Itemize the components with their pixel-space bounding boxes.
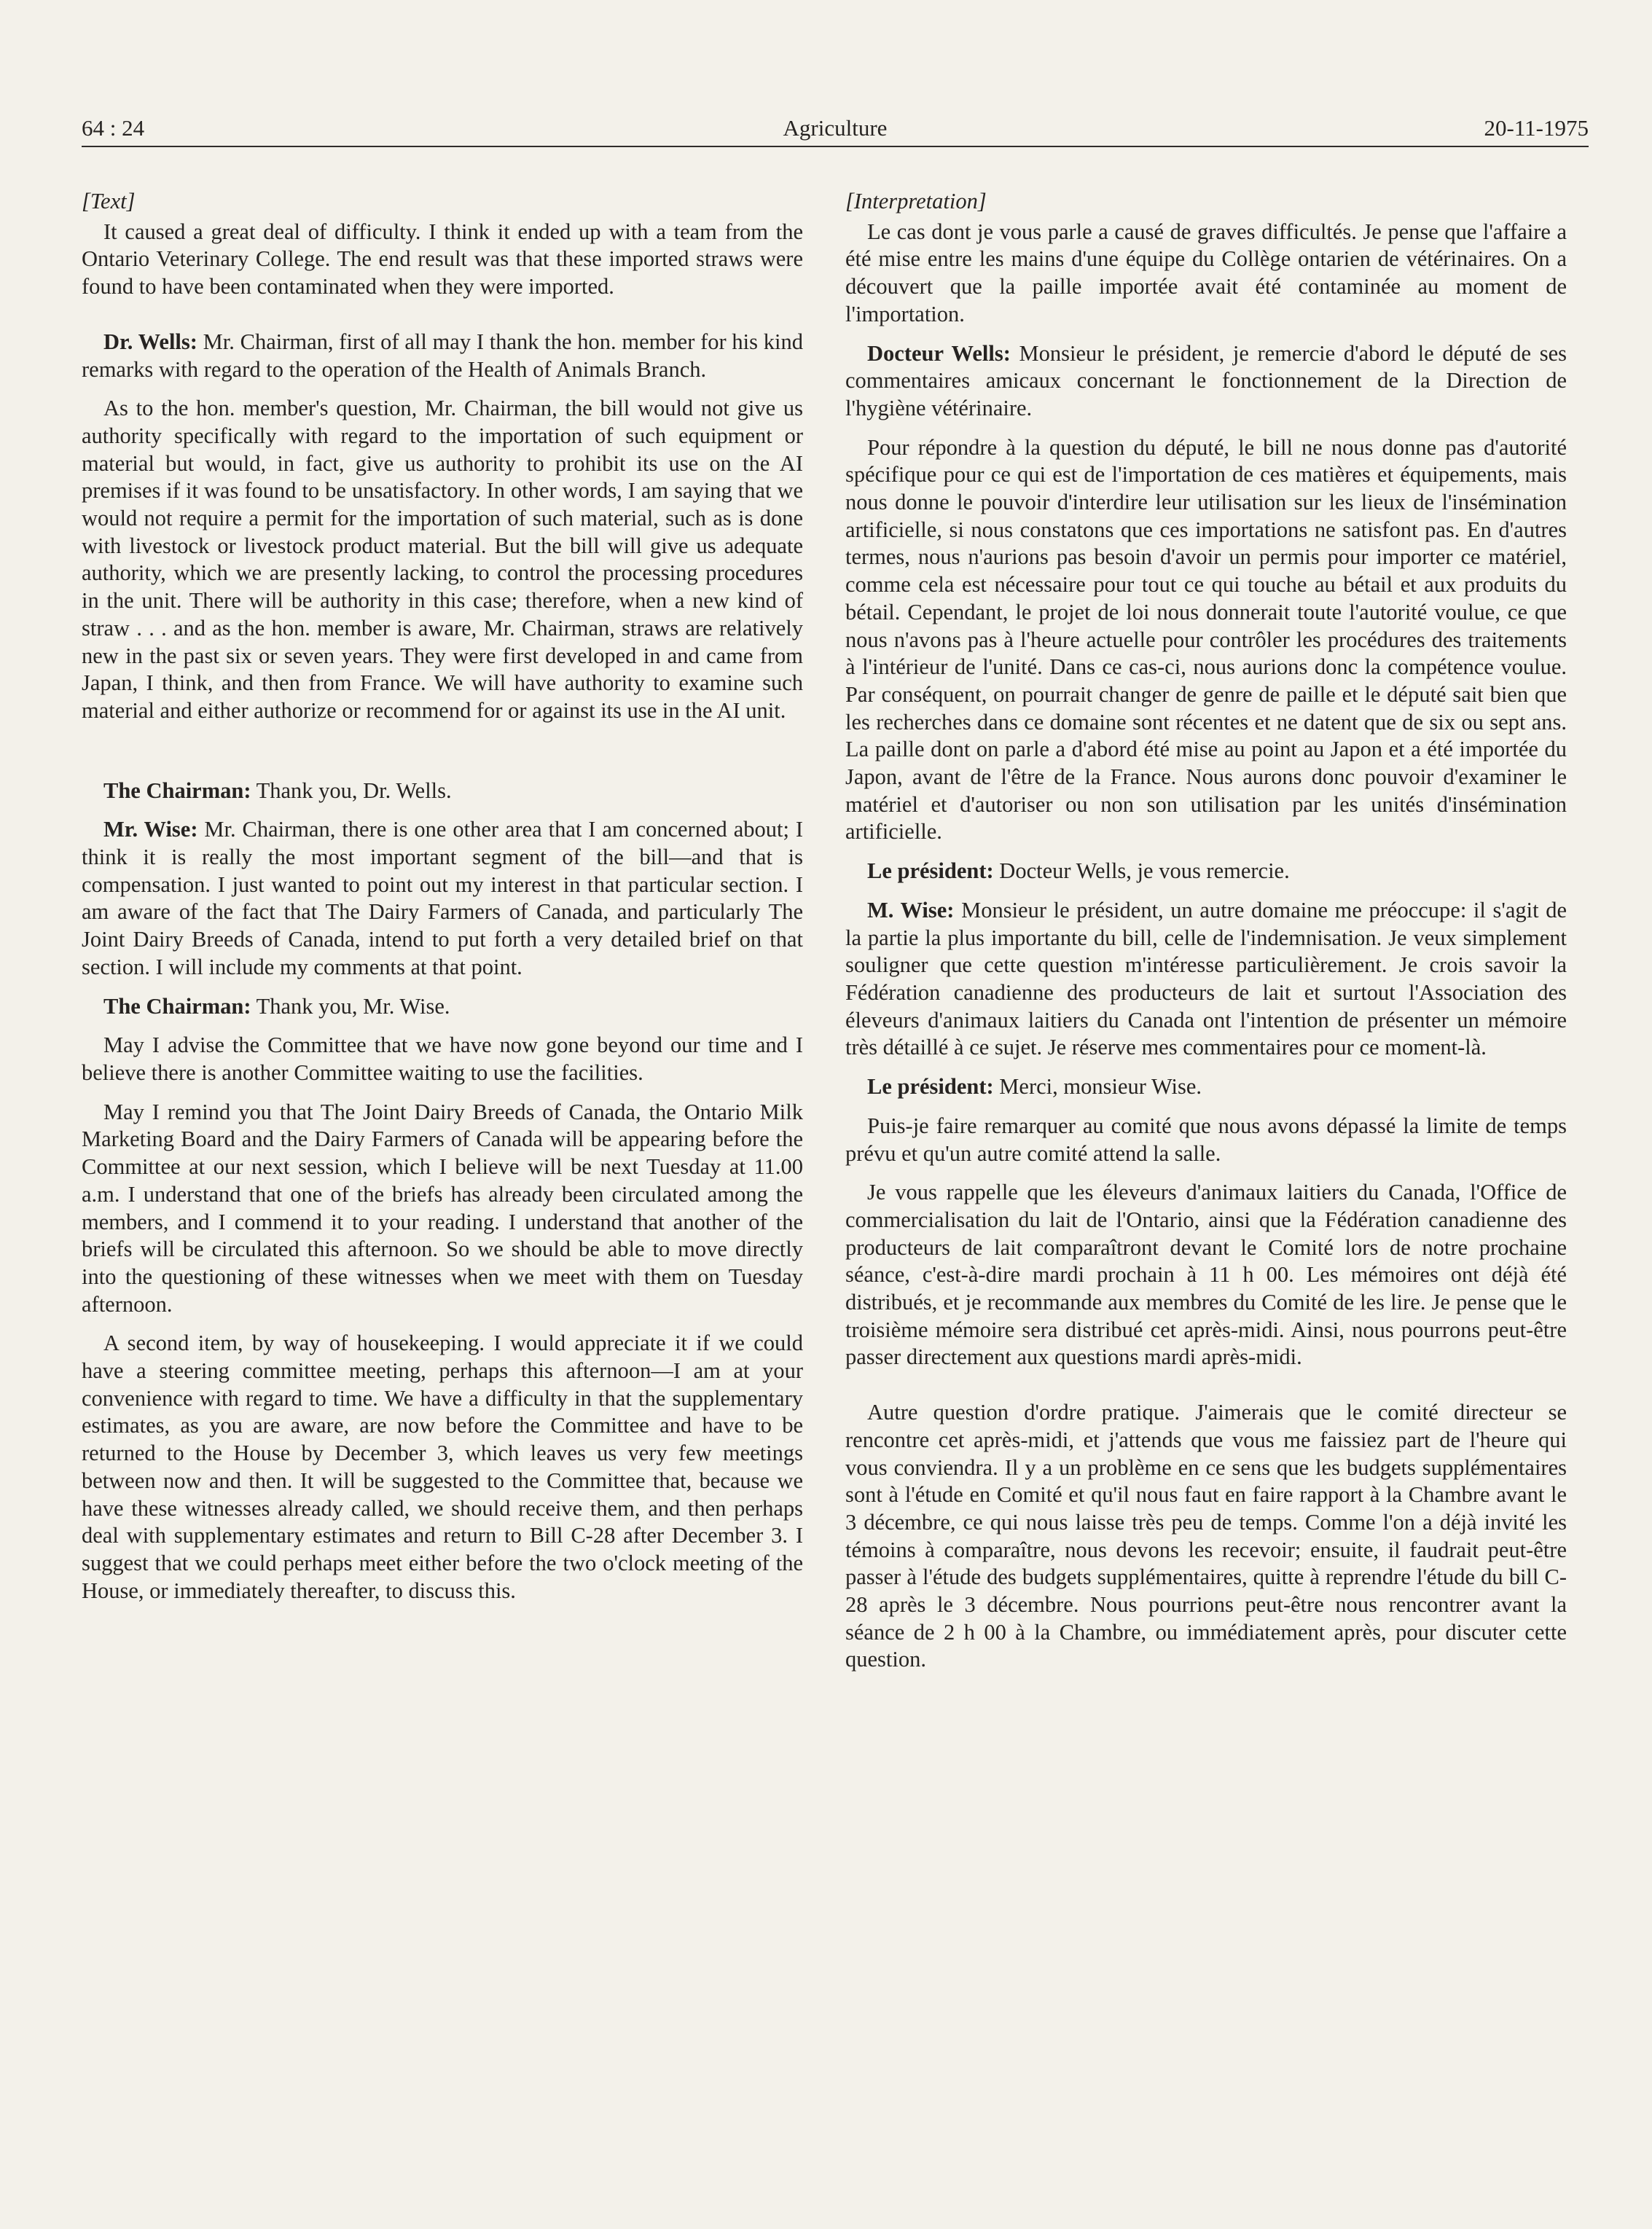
speech-paragraph [845, 340, 1567, 423]
paragraph: It caused a great deal of difficulty. I think it ended up with a team from the Ontario Veterinary College. The end result was that these imported straws were found to have been contaminated when they were imported. [82, 219, 803, 299]
speaker-label: Le président: [867, 1074, 994, 1100]
speech-text: Docteur Wells, je vous remercie. [993, 858, 1290, 884]
speech-paragraph [82, 816, 803, 981]
speech-paragraph [845, 858, 1567, 885]
interpretation-tag: [Interpretation] [845, 189, 987, 214]
speaker-label: Le président: [867, 858, 994, 884]
speech-text: Merci, monsieur Wise. [993, 1074, 1202, 1100]
paragraph: Le cas dont je vous parle a causé de graves difficultés. Je pense que l'affaire a été mise entre les mains d'une équipe du Collège ontarien de vétérinaires. On a découvert que la paille importée avait été contaminée au moment de l'importation. [845, 219, 1567, 326]
paragraph: A second item, by way of housekeeping. I would appreciate it if we could have a steering committee meeting, perhaps this afternoon—I am at your convenience with regard to time. We have a difficulty in that the supplementary estimates, as you are aware, are now before the Committee and have to be returned to the House by December 3, which leaves us very few meetings between now and then. It will be suggested to the Committee that, because we have these witnesses already called, we should receive them, and then perhaps deal with supplementary estimates and return to Bill C-28 after December 3. I suggest that we could perhaps meet either before the two o'clock meeting of the House, or immediately thereafter, to discuss this. [82, 1331, 803, 1603]
english-column [82, 188, 803, 1616]
paragraph: Autre question d'ordre pratique. J'aimerais que le comité directeur se rencontre cet après-midi, et j'attends que vous me faissiez part de l'heure qui vous conviendra. Il y a un problème en ce sens que les budgets supplémentaires sont à l'étude en Comité et qu'il nous faut en faire rapport à la Chambre avant le 3 décembre, ce qui nous laisse très peu de temps. Comme l'on a déjà invité les témoins à comparaître, nous devons les recevoir; ensuite, il faudrait peut-être passer à l'étude des budgets supplémentaires, quitte à reprendre l'étude du bill C-28 après le 3 décembre. Nous pourrions peut-être nous rencontrer avant la séance de 2 h 00 à la Chambre, ou immédiatement après, pour discuter cette question. [845, 1400, 1567, 1672]
paragraph: As to the hon. member's question, Mr. Chairman, the bill would not give us authority specifically with regard to the importation of such equipment or material but would, in fact, give us authority to prohibit its use on the AI premises if it was found to be unsatisfactory. In other words, I am saying that we would not require a permit for the importation of such material, such as is done with livestock or livestock product material. But the bill will give us adequate authority, which we are presently lacking, to control the processing procedures in the unit. There will be authority in this case; therefore, when a new kind of straw . . . and as the hon. member is aware, Mr. Chairman, straws are relatively new in the past six or seven years. They were first developed in and came from Japan, I think, and then from France. We will have authority to examine such material and either authorize or recommend for or against its use in the AI unit. [82, 396, 803, 723]
speech-paragraph [845, 897, 1567, 1062]
speaker-label: M. Wise: [867, 897, 955, 922]
speaker-label: The Chairman: [103, 993, 251, 1019]
speaker-label: Dr. Wells: [103, 329, 197, 354]
speech-text: Thank you, Dr. Wells. [251, 777, 452, 803]
paragraph: May I remind you that The Joint Dairy Breeds of Canada, the Ontario Milk Marketing Board and the Dairy Farmers of Canada will be appearing before the Committee at our next session, which I believe will be next Tuesday at 11.00 a.m. I understand that one of the briefs has already been circulated among the members, and I commend it to your reading. I understand that another of the briefs will be circulated this afternoon. So we should be able to move directly into the questioning of these witnesses when we meet with them on Tuesday afternoon. [82, 1099, 803, 1317]
paragraph: Je vous rappelle que les éleveurs d'animaux laitiers du Canada, l'Office de commercialisation du lait de l'Ontario, ainsi que la Fédération canadienne des producteurs de lait comparaîtront devant le Comité lors de notre prochaine séance, c'est-à-dire mardi prochain à 11 h 00. Les mémoires ont déjà été distribués, et je recommande aux membres du Comité de les lire. Je pense que le troisième mémoire sera distribué cet après-midi. Ainsi, nous pourrons peut-être passer directement aux questions mardi après-midi. [845, 1180, 1567, 1370]
speaker-label: Docteur Wells: [867, 340, 1011, 366]
speaker-label: Mr. Wise: [103, 817, 198, 842]
speech-text: Mr. Chairman, there is one other area that I am concerned about; I think it is really the most important segment of the bill—and that is compensation. I just wanted to point out my interest in that particular section. I am aware of the fact that The Dairy Farmers of Canada, and particularly The Joint Dairy Breeds of Canada, intend to put forth a very detailed brief on that section. I will include my comments at that point. [82, 817, 803, 979]
speech-paragraph [82, 329, 803, 383]
speech-text: Thank you, Mr. Wise. [251, 993, 450, 1019]
speech-paragraph [82, 993, 803, 1021]
speech-text: Mr. Chairman, first of all may I thank the hon. member for his kind remarks with regard to the operation of the Health of Animals Branch. [82, 329, 803, 382]
paragraph: Pour répondre à la question du député, le bill ne nous donne pas d'autorité spécifique pour ce qui est de l'importation de ces matières et équipements, mais nous donne le pouvoir d'interdire leur utilisation sur les lieux de l'insémination artificielle, si nous constatons que ces importations ne satisfont pas. En d'autres termes, nous n'aurions pas besoin d'avoir un permis pour importer ce matériel, comme cela est nécessaire pour tout ce qui touche au bétail et aux produits du bétail. Cependant, le projet de loi nous donnerait toute l'autorité voulue, ce que nous n'avons pas à l'heure actuelle pour contrôler les procédures des traitements à l'intérieur de l'unité. Dans ce cas-ci, nous aurions donc la compétence voulue. Par conséquent, on pourrait changer de genre de paille et le député sait bien que les recherches dans ce domaine sont récentes et ne datent que de six ou sept ans. La paille dont on parle a d'abord été mise au point au Japon et a été importée du Japon, avant de l'être de la France. Nous aurons donc pouvoir d'examiner le matériel et d'autoriser ou non son utilisation par les unités d'insémination artificielle. [845, 434, 1567, 845]
french-column [845, 188, 1567, 1685]
speech-text: Monsieur le président, un autre domaine me préoccupe: il s'agit de la partie la plus importante du bill, celle de l'indemnisation. Je veux simplement souligner que cette question m'intéresse particulièrement. Je crois savoir la Fédération canadienne des producteurs de lait et surtout l'Association des éleveurs d'animaux laitiers du Canada ont l'intention de présenter un mémoire très détaillé à ce sujet. Je réserve mes commentaires pour ce moment-là. [845, 897, 1567, 1060]
page-date: 20-11-1975 [1484, 115, 1589, 141]
speech-paragraph [845, 1073, 1567, 1101]
speech-paragraph [82, 777, 803, 805]
speech-text: Monsieur le président, je remercie d'abord le député de ses commentaires amicaux concernant le fonctionnement de la Direction de l'hygiène vétérinaire. [845, 340, 1567, 420]
speaker-label: The Chairman: [103, 777, 251, 803]
paragraph: May I advise the Committee that we have now gone beyond our time and I believe there is another Committee waiting to use the facilities. [82, 1033, 803, 1085]
section-title: Agriculture [783, 115, 888, 141]
paragraph: Puis-je faire remarquer au comité que nous avons dépassé la limite de temps prévu et qu'un autre comité attend la salle. [845, 1113, 1567, 1166]
page-header [82, 109, 1589, 147]
text-tag: [Text] [82, 189, 136, 214]
page-number: 64 : 24 [82, 115, 145, 141]
